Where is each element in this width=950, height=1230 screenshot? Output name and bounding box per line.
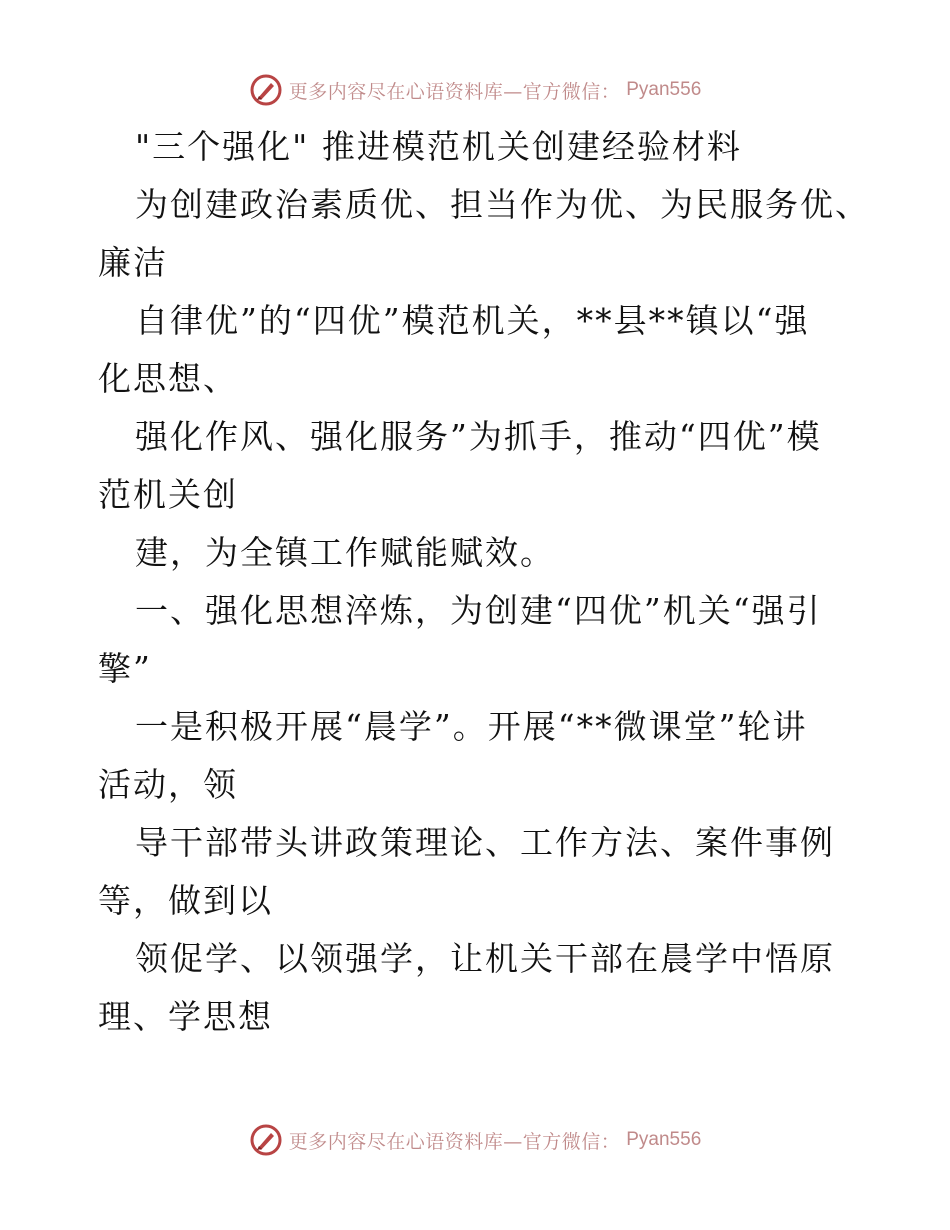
- body-line: 理、学思想: [98, 997, 273, 1036]
- pen-logo-icon: [249, 73, 283, 107]
- footer-banner-text: 更多内容尽在心语资料库—官方微信：: [288, 1130, 621, 1153]
- footer-watermark-banner: [0, 1120, 950, 1160]
- body-line: 一是积极开展“晨学”。开展“**微课堂”轮讲: [135, 707, 808, 746]
- section-heading: 一、强化思想淬炼，为创建“四优”机关“强引: [135, 591, 822, 630]
- document-body: [98, 118, 870, 1046]
- body-line: 范机关创: [98, 475, 238, 514]
- body-line: 化思想、: [98, 359, 238, 398]
- body-line: 自律优”的“四优”模范机关，**县**镇以“强: [135, 301, 810, 340]
- body-line: 领促学、以领强学，让机关干部在晨学中悟原: [135, 939, 835, 978]
- document-title: "三个强化" 推进模范机关创建经验材料: [135, 127, 742, 166]
- body-line: 活动，领: [98, 765, 238, 804]
- header-watermark-banner: [0, 70, 950, 110]
- header-banner-wechat-id: Pyan556: [626, 79, 702, 100]
- body-line: 建，为全镇工作赋能赋效。: [135, 533, 555, 572]
- body-line: 强化作风、强化服务”为抓手，推动“四优”模: [135, 417, 822, 456]
- body-line: 为创建政治素质优、担当作为优、为民服务优、: [135, 185, 870, 224]
- pen-logo-icon: [249, 1123, 283, 1157]
- section-heading-continued: 擎”: [98, 649, 152, 688]
- body-line: 廉洁: [98, 243, 168, 282]
- header-banner-text: 更多内容尽在心语资料库—官方微信：: [288, 80, 621, 103]
- footer-banner-wechat-id: Pyan556: [626, 1129, 702, 1150]
- body-line: 等，做到以: [98, 881, 273, 920]
- body-line: 导干部带头讲政策理论、工作方法、案件事例: [135, 823, 835, 862]
